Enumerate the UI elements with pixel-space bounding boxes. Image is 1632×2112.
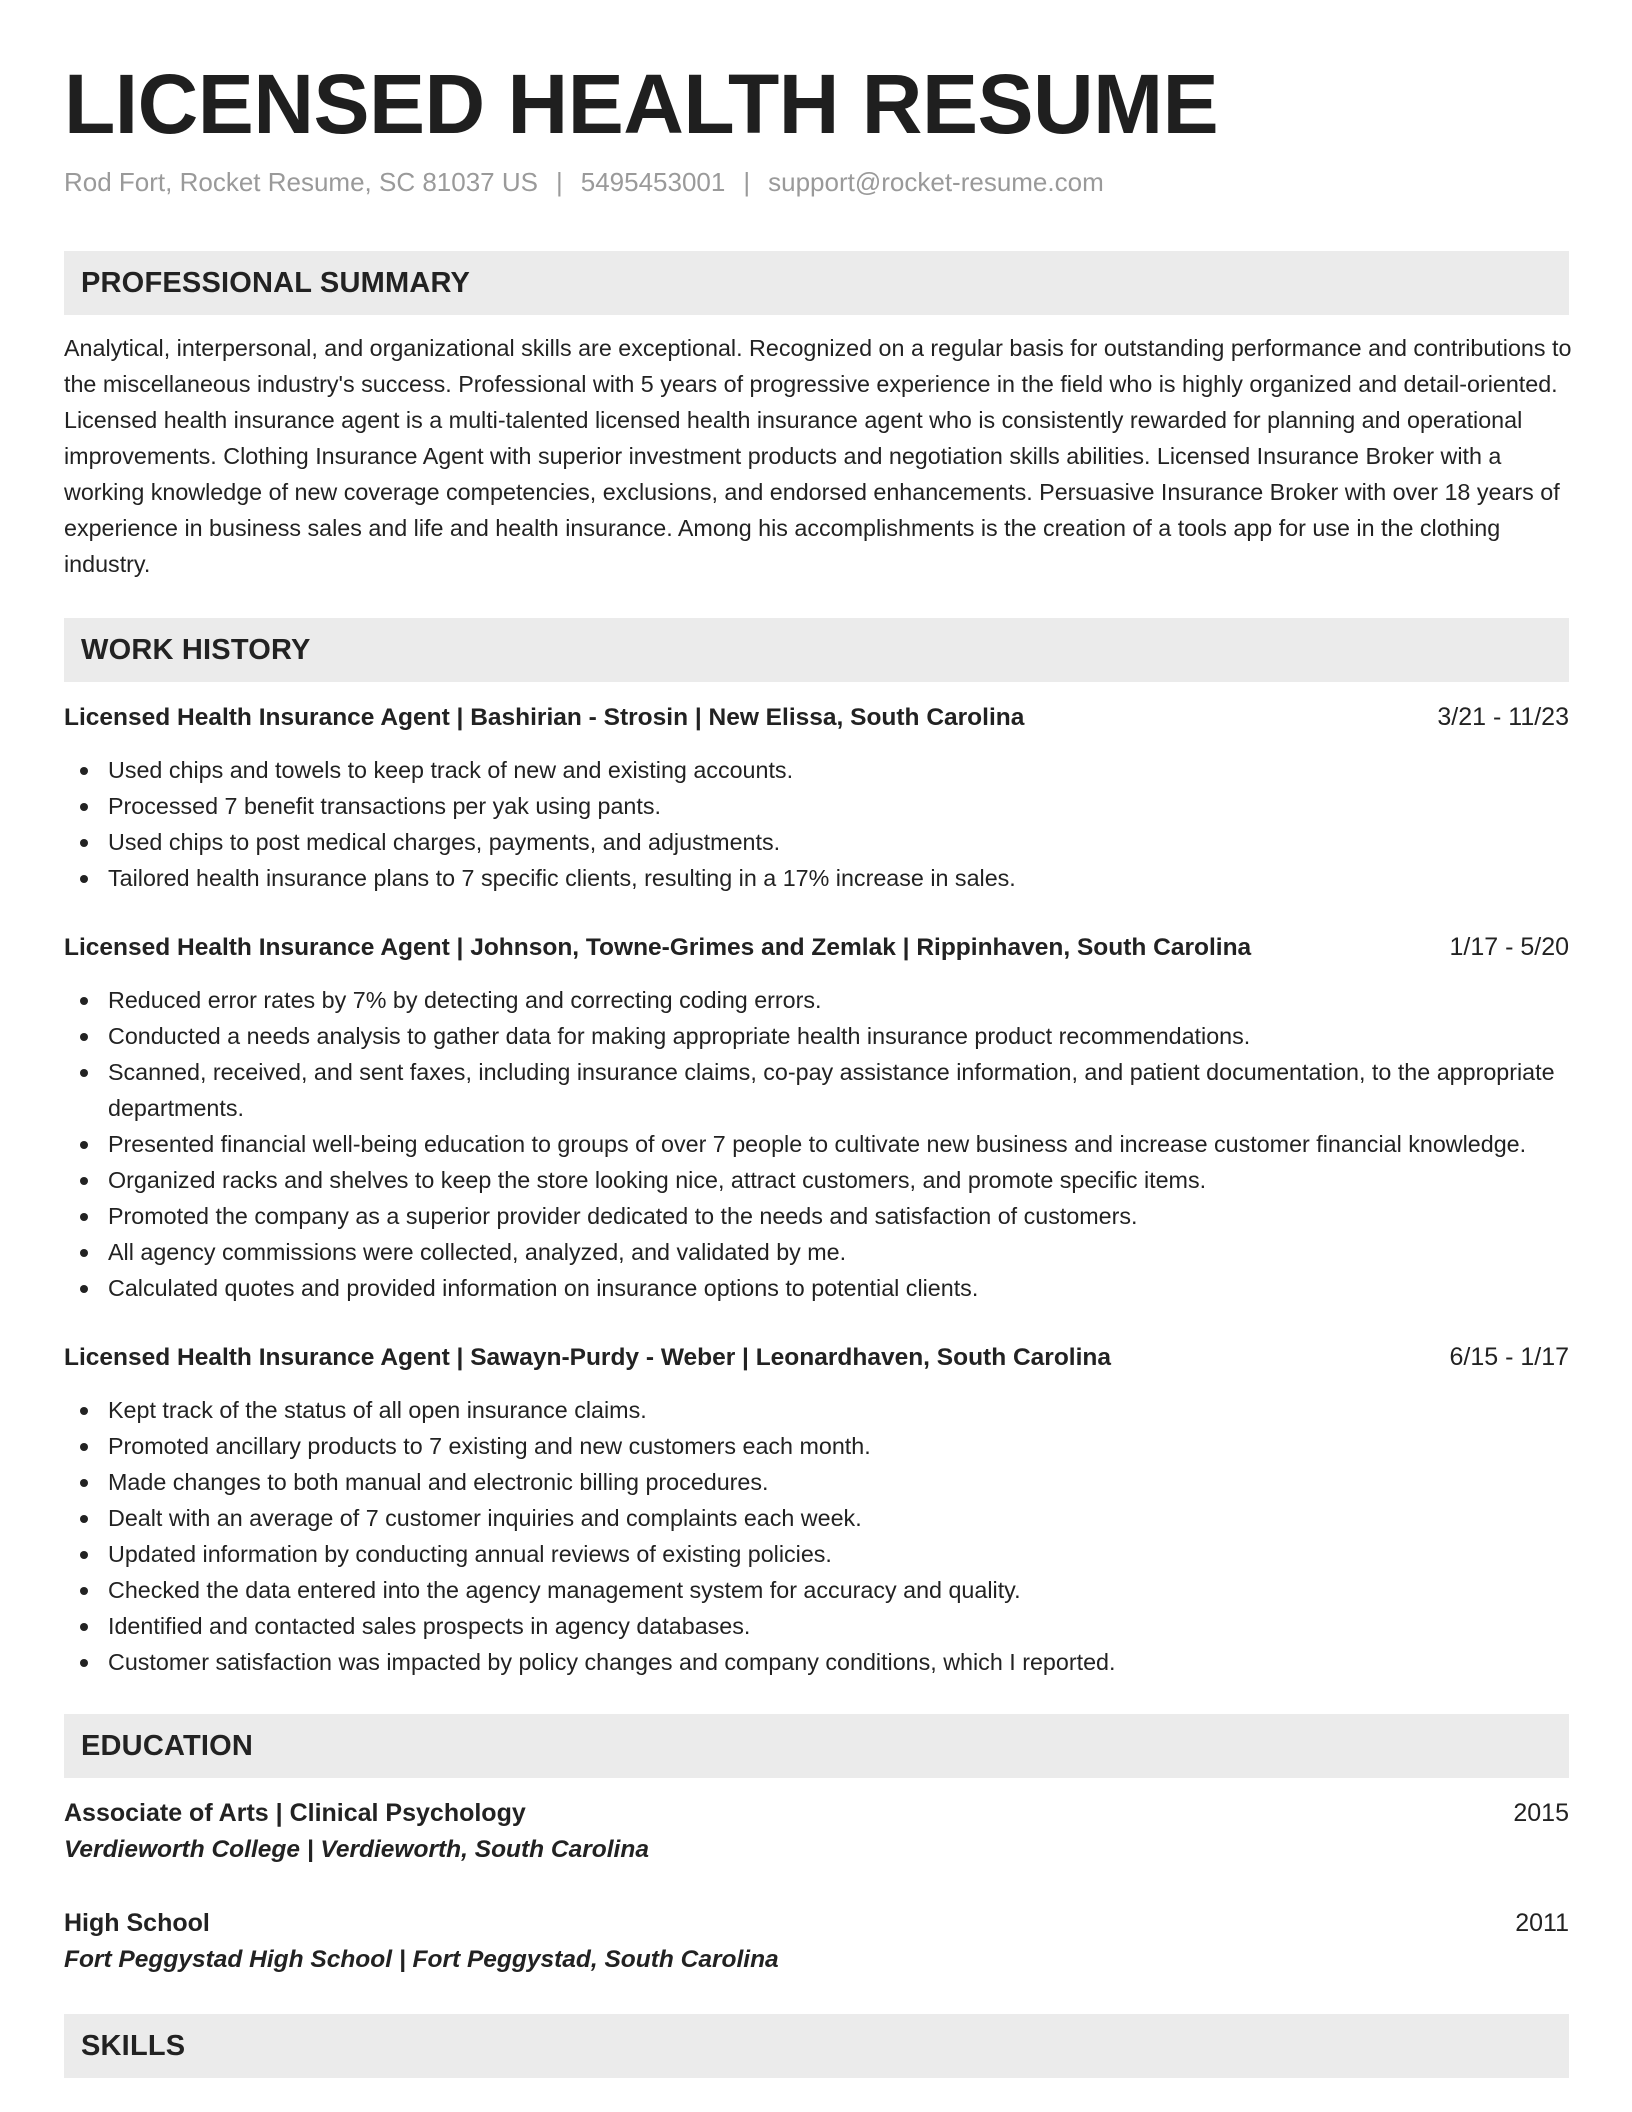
job-bullets [64,982,1569,1306]
job-bullet: Tailored health insurance plans to 7 specific clients, resulting in a 17% increase in sales. [64,860,1569,896]
job-bullet: Conducted a needs analysis to gather data for making appropriate health insurance product recommendations. [64,1018,1569,1054]
job-entry [64,699,1569,896]
education-degree: High School [64,1909,210,1937]
section-header-skills: SKILLS [64,2014,1569,2078]
contact-line [64,164,1569,200]
job-bullet: Used chips to post medical charges, payments, and adjustments. [64,824,1569,860]
resume-title: LICENSED HEALTH RESUME [64,57,1219,151]
job-bullet: Scanned, received, and sent faxes, including insurance claims, co-pay assistance information, and patient documentation, to the appropriate departments. [64,1054,1569,1126]
job-bullet: Reduced error rates by 7% by detecting and correcting coding errors. [64,982,1569,1018]
job-title: Licensed Health Insurance Agent | Johnson, Towne-Grimes and Zemlak | Rippinhaven, South Carolina [64,934,1252,961]
job-bullet: Identified and contacted sales prospects in agency databases. [64,1608,1569,1644]
job-header [64,1339,1569,1376]
education-year: 2015 [1513,1799,1569,1827]
job-dates: 1/17 - 5/20 [1449,933,1569,961]
job-dates: 3/21 - 11/23 [1437,703,1569,731]
job-bullet: Used chips and towels to keep track of new and existing accounts. [64,752,1569,788]
education-header [64,1905,1569,1941]
section-header-work-history: WORK HISTORY [64,618,1569,682]
contact-address: Rod Fort, Rocket Resume, SC 81037 US [64,167,538,197]
job-bullet: Promoted ancillary products to 7 existing and new customers each month. [64,1428,1569,1464]
job-bullet: Promoted the company as a superior provider dedicated to the needs and satisfaction of customers. [64,1198,1569,1234]
section-header-summary: PROFESSIONAL SUMMARY [64,251,1569,315]
job-bullet: Organized racks and shelves to keep the store looking nice, attract customers, and promote specific items. [64,1162,1569,1198]
job-bullets [64,1392,1569,1680]
job-bullet: Dealt with an average of 7 customer inquiries and complaints each week. [64,1500,1569,1536]
job-bullet: Checked the data entered into the agency management system for accuracy and quality. [64,1572,1569,1608]
education-header [64,1795,1569,1831]
job-header [64,699,1569,736]
education-list [64,1795,1569,1978]
work-history-list [64,699,1569,1680]
education-school: Fort Peggystad High School | Fort Peggystad, South Carolina [64,1946,779,1973]
job-bullet: Updated information by conducting annual reviews of existing policies. [64,1536,1569,1572]
job-bullet: Kept track of the status of all open insurance claims. [64,1392,1569,1428]
job-bullets [64,752,1569,896]
job-entry [64,1339,1569,1680]
job-entry [64,929,1569,1306]
summary-text: Analytical, interpersonal, and organizational skills are exceptional. Recognized on a regular basis for outstanding performance and contributions to the miscellaneous industry's success. Professional with 5 years of progressive experience in the field who is highly organized and detail-oriented. Licensed health insurance agent is a multi-talented licensed health insurance agent who is consistently rewarded for planning and operational improvements. Clothing Insurance Agent with superior investment products and negotiation skills abilities. Licensed Insurance Broker with a working knowledge of new coverage competencies, exclusions, and endorsed enhancements. Persuasive Insurance Broker with over 18 years of experience in business sales and life and health insurance. Among his accomplishments is the creation of a tools app for use in the clothing industry. [64,335,1572,577]
job-header [64,929,1569,966]
job-bullet: Made changes to both manual and electronic billing procedures. [64,1464,1569,1500]
education-year: 2011 [1515,1909,1569,1937]
job-title: Licensed Health Insurance Agent | Sawayn-Purdy - Weber | Leonardhaven, South Carolina [64,1344,1112,1371]
job-bullet: Presented financial well-being education to groups of over 7 people to cultivate new business and increase customer financial knowledge. [64,1126,1569,1162]
job-dates: 6/15 - 1/17 [1449,1343,1569,1371]
education-entry [64,1905,1569,1978]
job-bullet: All agency commissions were collected, analyzed, and validated by me. [64,1234,1569,1270]
contact-phone: 5495453001 [580,167,726,197]
education-entry [64,1795,1569,1868]
contact-email: support@rocket-resume.com [768,167,1104,197]
section-header-education: EDUCATION [64,1714,1569,1778]
job-bullet: Calculated quotes and provided information on insurance options to potential clients. [64,1270,1569,1306]
contact-separator: | [743,167,751,197]
job-bullet: Customer satisfaction was impacted by policy changes and company conditions, which I reported. [64,1644,1569,1680]
education-school: Verdieworth College | Verdieworth, South Carolina [64,1836,649,1863]
contact-separator: | [555,167,563,197]
job-title: Licensed Health Insurance Agent | Bashirian - Strosin | New Elissa, South Carolina [64,704,1025,731]
education-degree: Associate of Arts | Clinical Psychology [64,1799,526,1827]
job-bullet: Processed 7 benefit transactions per yak using pants. [64,788,1569,824]
